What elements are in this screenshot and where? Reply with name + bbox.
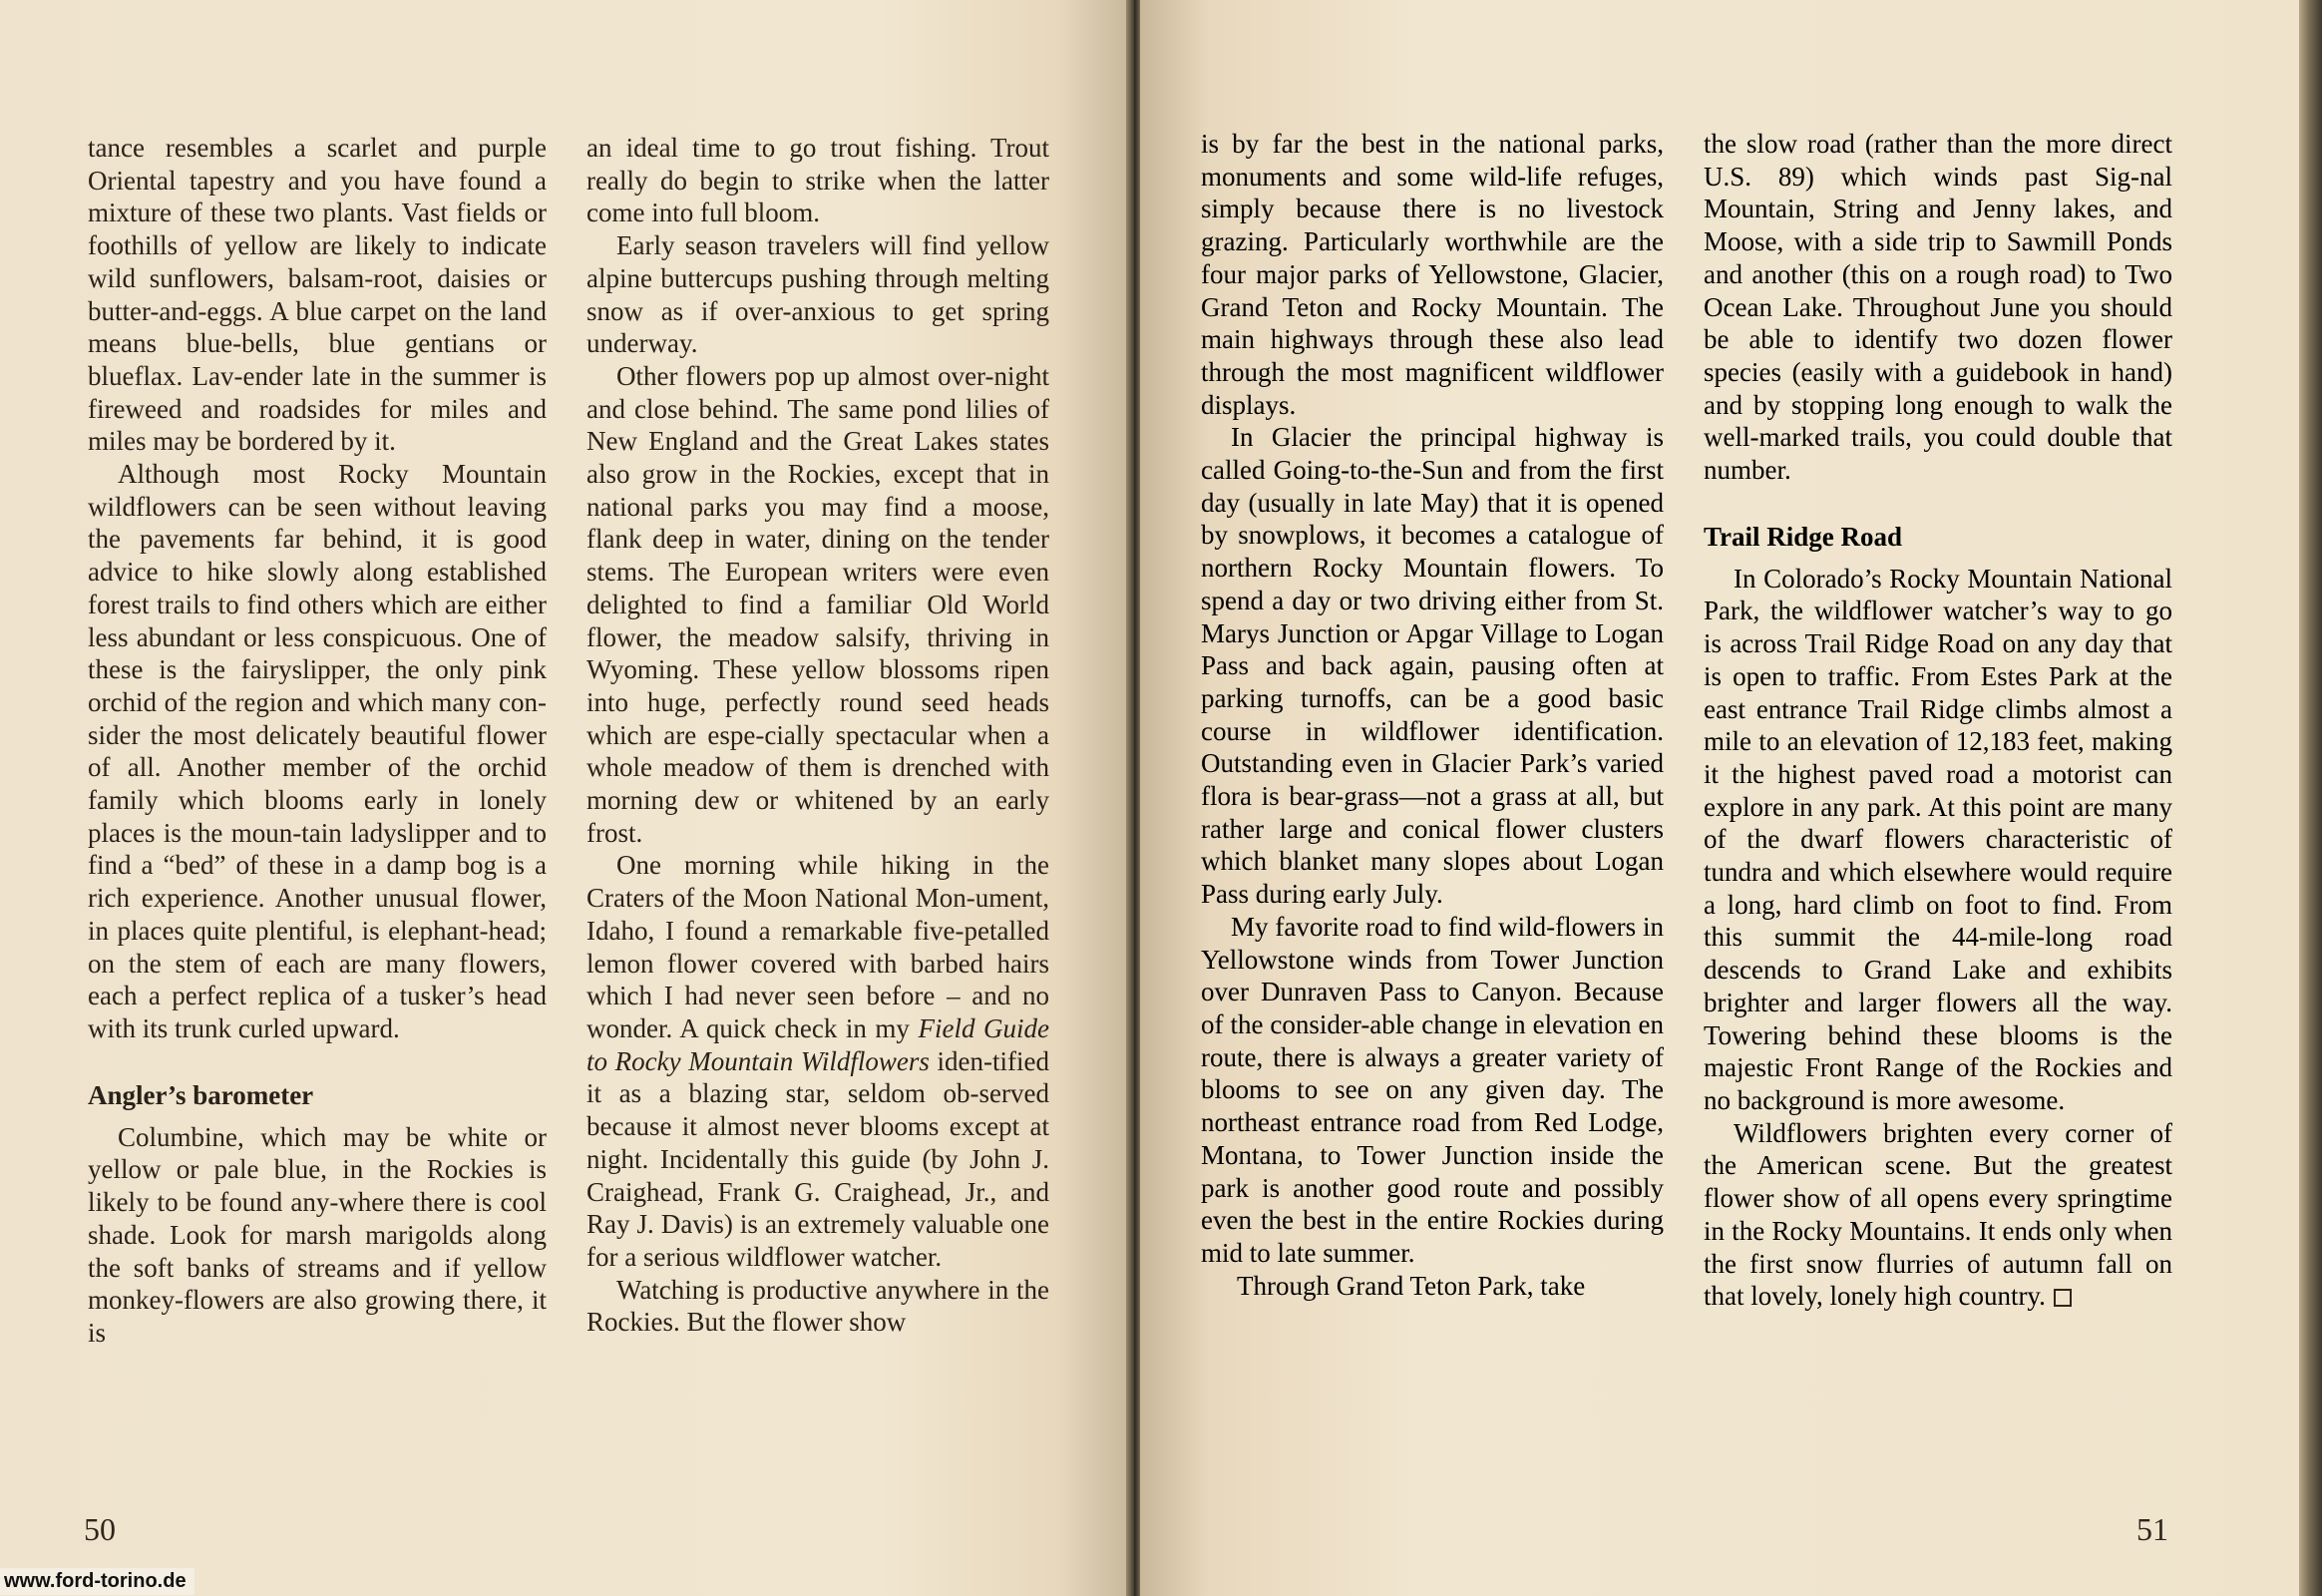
paragraph: Watching is productive anywhere in the Rockies. But the flower show xyxy=(586,1274,1049,1338)
paragraph: My favorite road to find wild-flowers in Yellowstone winds from Tower Junction over Dunraven Pass to Canyon. Because of the consider-able change in elevation en route, there is always a greater variety of blooms to see on any given day. The northeast entrance road from Red Lodge, Montana, to Tower Junction inside the park is another good route and possibly even the best in the entire Rockies during mid to late summer. xyxy=(1201,911,1664,1268)
paragraph: Early season travelers will find yellow alpine buttercups pushing through melting snow as if over-anxious to get spring underway. xyxy=(586,230,1049,359)
paragraph: Through Grand Teton Park, take xyxy=(1237,1270,1586,1301)
watermark: www.ford-torino.de xyxy=(0,1568,194,1595)
paragraph: In Glacier the principal highway is called Going-to-the-Sun and from the first day (usually in late May) that it is opened by snowplows, it becomes a catalogue of northern Rocky Mountain flowers. To spend a day or two driving either from St. Marys Junction or Apgar Village to Logan Pass and back again, pausing often at parking turnoffs, can be a good basic course in wildflower identification. Outstanding even in Glacier Park’s varied flora is bear-grass—not a grass at all, but rather large and conical flower clusters which blanket many slopes about Logan Pass during early July. xyxy=(1201,422,1664,910)
paragraph-text: Wildflowers brighten every corner of the American scene. But the greatest flower show of all opens every springtime in the Rocky Mountains. It ends only when the first snow flurries of autumn fall on that lovely, lonely high country. xyxy=(1704,1117,2172,1312)
paragraph: the slow road (rather than the more direct U.S. 89) which winds past Sig-nal Mountain, String and Jenny lakes, and Moose, with a side trip to Sawmill Ponds and another (this on a rough road) to Two Ocean Lake. Throughout June you should be able to identify two dozen flower species (easily with a guidebook in hand) and by stopping long enough to walk the well-marked trails, you could double that number. xyxy=(1704,129,2172,486)
paragraph-text: One morning while hiking in the Craters of the Moon National Mon-ument, Idaho, I found a remarkable five-petalled lemon flower covered with barbed hairs which I had never seen before – and no wonder. A quick check in my xyxy=(586,850,1049,1043)
book-title: Field Guide to Rocky Mountain Wildflowers xyxy=(586,1012,1049,1076)
paragraph: Columbine, which may be white or yellow or pale blue, in the Rockies is likely to be found any-where there is cool shade. Look for marsh marigolds along the soft banks of streams and if yellow monkey-flowers are also growing there, it is xyxy=(88,1121,547,1348)
paragraph: In Colorado’s Rocky Mountain National Park, the wildflower watcher’s way to go is across Trail Ridge Road on any day that is open to traffic. From Estes Park at the east entrance Trail Ridge climbs almost a mile to an elevation of 12,183 feet, making it the highest paved road a motorist can explore in any park. At this point are many of the dwarf flowers characteristic of tundra and which elsewhere would require a long, hard climb on foot to find. From this summit the 44-mile-long road descends to Grand Lake and exhibits brighter and larger flowers all the way. Towering behind these blooms is the majestic Front Range of the Rockies and no background is more awesome. xyxy=(1704,563,2172,1115)
section-heading-trail-ridge-road: Trail Ridge Road xyxy=(1704,521,1903,552)
end-of-article-box-icon xyxy=(2054,1289,2072,1307)
left-page xyxy=(0,0,1128,1596)
paragraph: Other flowers pop up almost over-night and close behind. The same pond lilies of New England and the Great Lakes states also grow in the Rockies, except that in national parks you may find a moose, flank deep in water, dining on the tender stems. The European writers were even delighted to find a familiar Old World flower, the meadow salsify, thriving in Wyoming. These yellow blossoms ripen into huge, perfectly round seed heads which are espe-cially spectacular when a whole meadow of them is drenched with morning dew or whitened by an early frost. xyxy=(586,360,1049,848)
paragraph-text: iden-tified it as a blazing star, seldom ob-served because it almost never blooms except at night. Incidentally this guide (by John J. Craighead, Frank G. Craighead, Jr., and Ray J. Davis) is an extremely valuable one for a serious wildflower watcher. xyxy=(586,1045,1049,1272)
paragraph xyxy=(1704,1117,2172,1313)
page-edge xyxy=(2299,0,2322,1596)
paragraph: Although most Rocky Mountain wildflowers can be seen without leaving the pavements far behind, it is good advice to hike slowly along established forest trails to find others which are either less abundant or less conspicuous. One of these is the fairyslipper, the only pink orchid of the region and which many con-sider the most delicately beautiful flower of all. Another member of the orchid family which blooms early in lonely places is the moun-tain ladyslipper and to find a “bed” of these in a damp bog is a rich experience. Another unusual flower, in places quite plentiful, is elephant-head; on the stem of each are many flowers, each a perfect replica of a tusker’s head with its trunk curled upward. xyxy=(88,459,547,1043)
page-number-left: 50 xyxy=(84,1511,116,1547)
left-page-column-1 xyxy=(88,132,547,1350)
paragraph: an ideal time to go trout fishing. Trout really do begin to strike when the latter come into full bloom. xyxy=(586,133,1049,228)
left-page-column-2 xyxy=(586,132,1049,1339)
section-heading-anglers-barometer: Angler’s barometer xyxy=(88,1079,314,1110)
paragraph: tance resembles a scarlet and purple Oriental tapestry and you have found a mixture of these two plants. Vast fields or foothills of yellow are likely to indicate wild sunflowers, balsam-root, daisies or butter-and-eggs. A blue carpet on the land means blue-bells, blue gentians or blueflax. Lav-ender late in the summer is fireweed and roadsides for miles and miles may be bordered by it. xyxy=(88,133,547,457)
paragraph xyxy=(586,849,1049,1273)
page-number-right: 51 xyxy=(2136,1511,2168,1547)
right-page-column-2 xyxy=(1704,128,2172,1313)
paragraph: is by far the best in the national parks, monuments and some wild-life refuges, simply because there is no livestock grazing. Particularly worthwhile are the four major parks of Yellowstone, Glacier, Grand Teton and Rocky Mountain. The main highways through these also lead through the most magnificent wildflower displays. xyxy=(1201,129,1664,420)
right-page-column-1 xyxy=(1201,128,1664,1302)
